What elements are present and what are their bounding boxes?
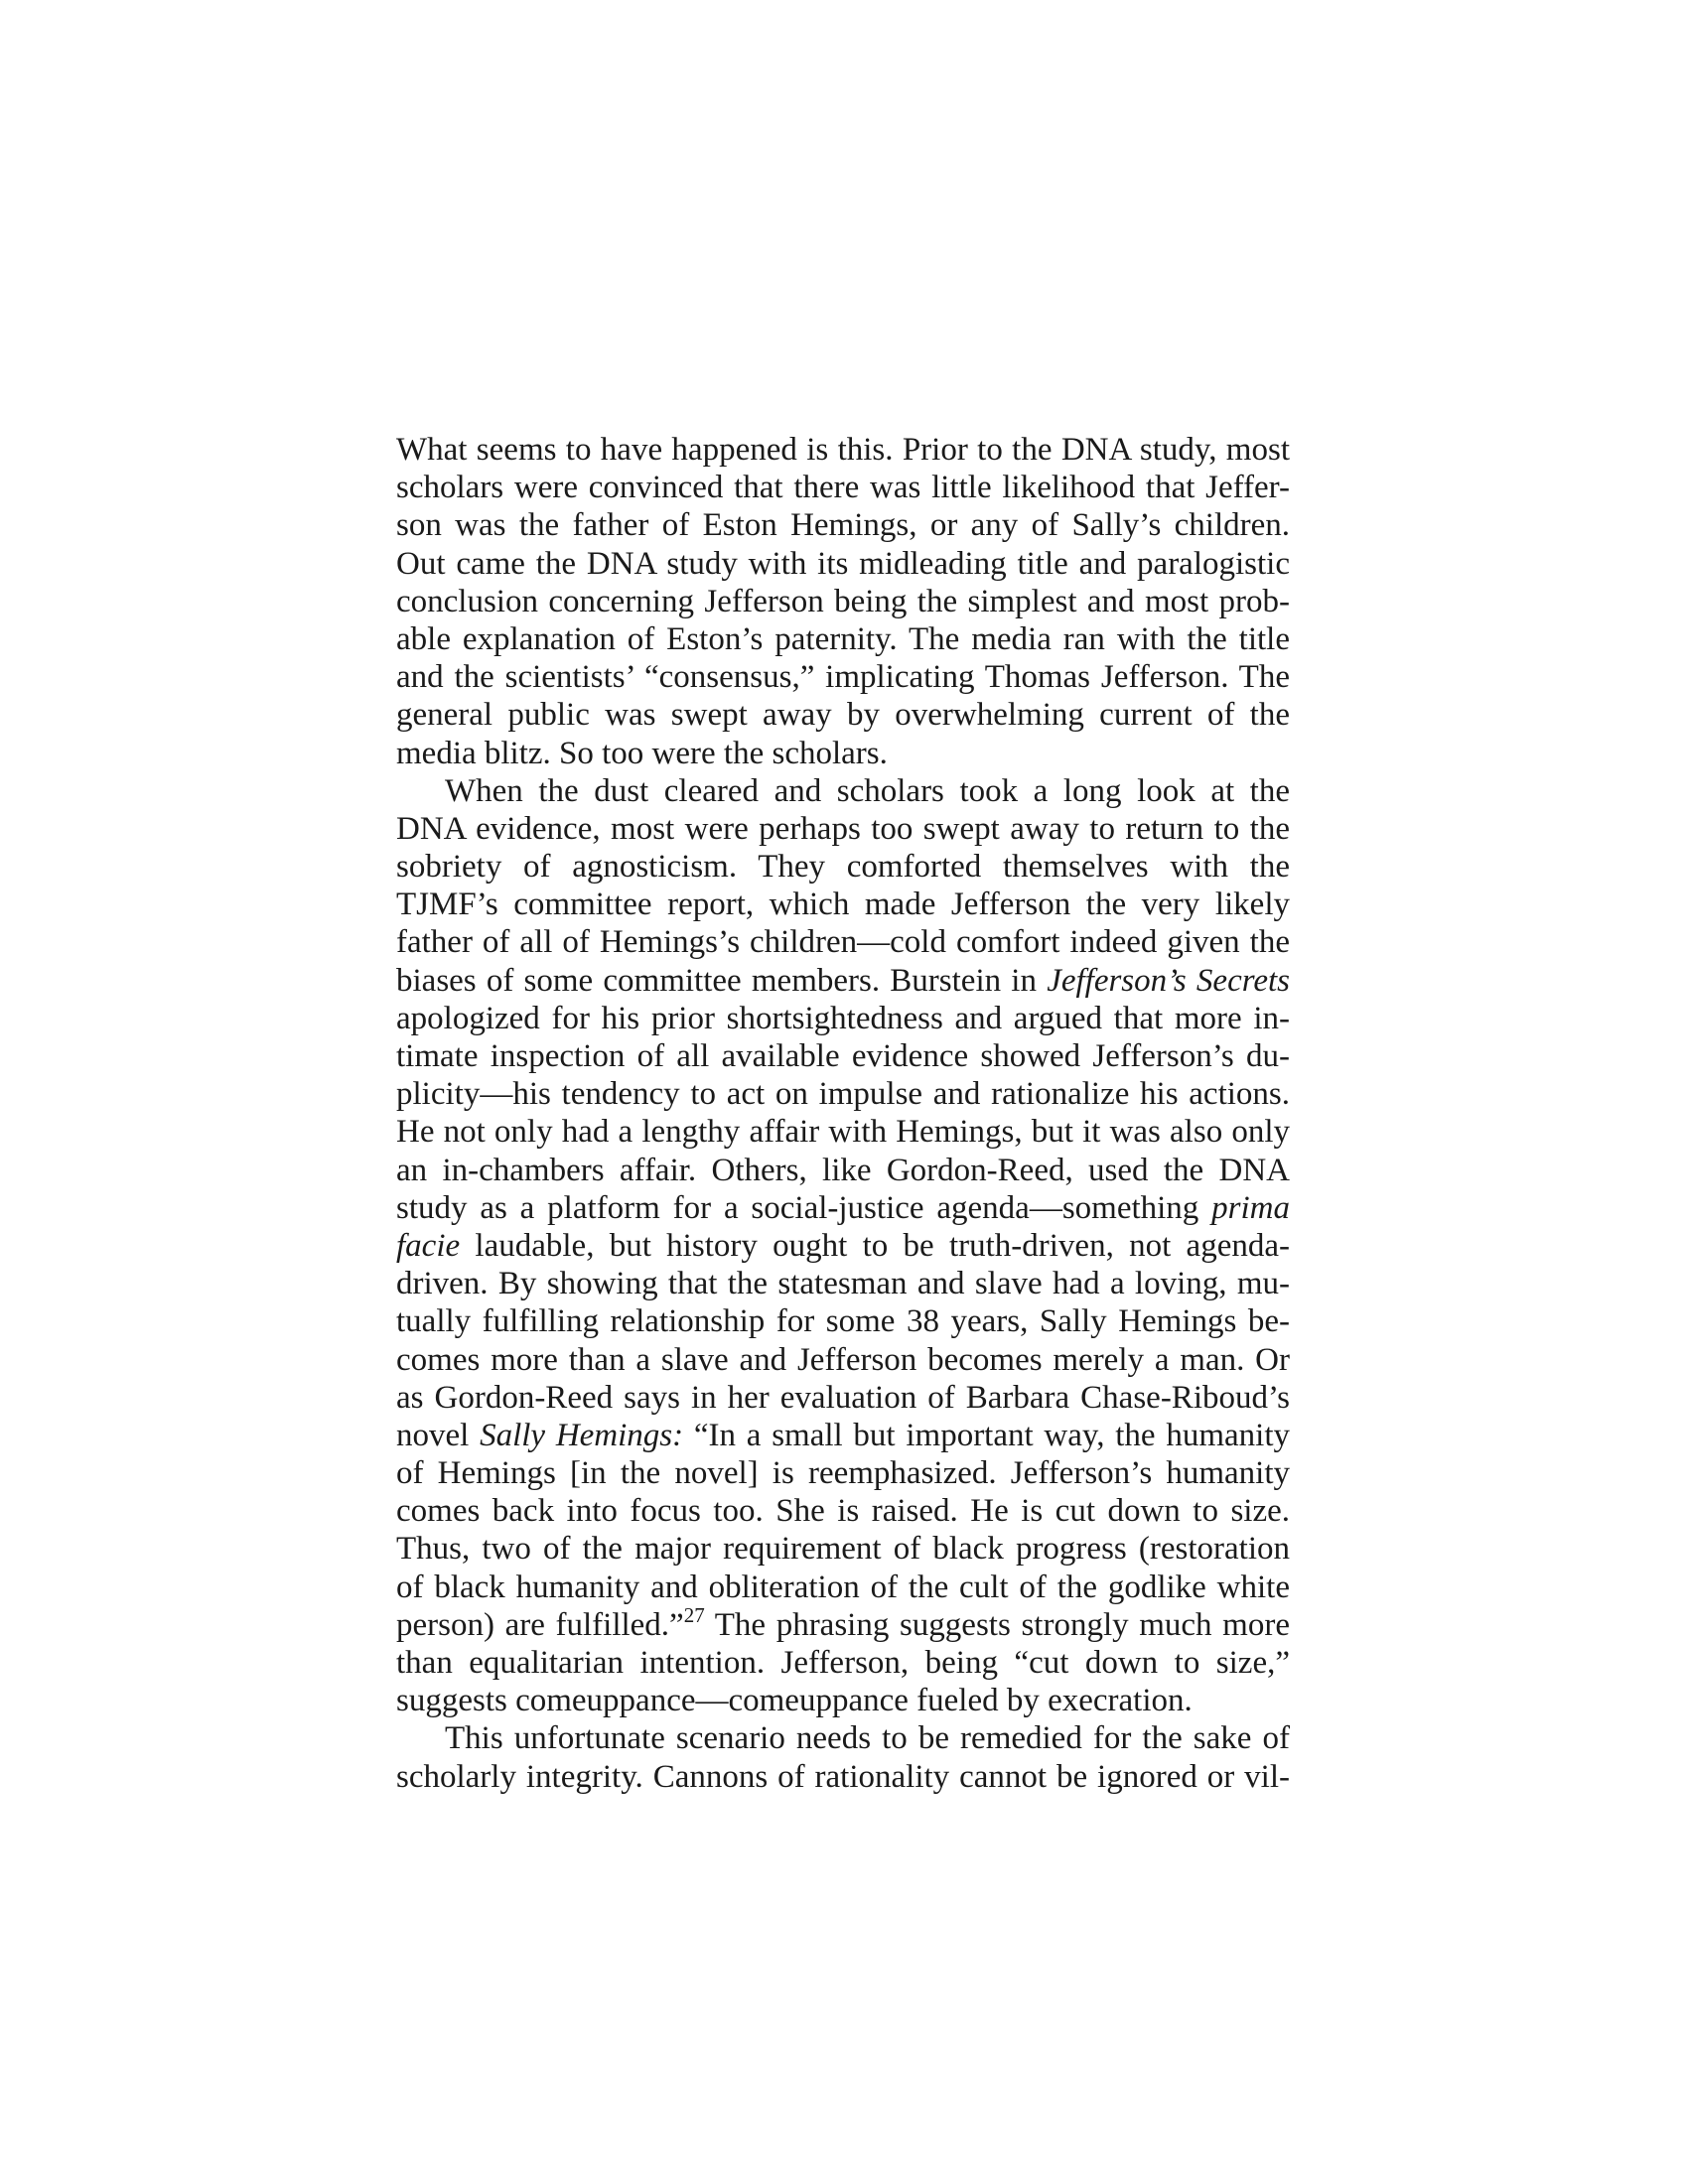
- text-segment: son was the father of Eston Hemings, or any of Sally’s children.: [396, 507, 1290, 544]
- text-segment: father of all of Hemings’s children—cold comfort indeed given the: [396, 924, 1290, 961]
- text-line: [396, 1530, 1290, 1568]
- text-segment: than equalitarian intention. Jefferson, being “cut down to size,”: [396, 1645, 1290, 1681]
- text-line: [396, 583, 1290, 620]
- text-segment: novel: [396, 1417, 481, 1453]
- text-line: [396, 1644, 1290, 1682]
- italic-text: Jefferson’s Secrets: [1047, 962, 1290, 999]
- text-segment: comes more than a slave and Jefferson becomes merely a man. Or: [396, 1341, 1290, 1378]
- text-line: [396, 1113, 1290, 1151]
- italic-text: facie: [396, 1227, 461, 1264]
- text-segment: When the dust cleared and scholars took a long look at the: [445, 772, 1290, 809]
- paragraph: [396, 772, 1290, 1720]
- text-segment: study as a platform for a social-justice agenda—something: [396, 1189, 1212, 1226]
- text-line: [396, 1037, 1290, 1075]
- text-line: [396, 886, 1290, 923]
- text-segment: able explanation of Eston’s paternity. The media ran with the title: [396, 620, 1290, 657]
- footnote-reference: 27: [683, 1602, 705, 1627]
- text-segment: tually fulfilling relationship for some 38 years, Sally Hemings be-: [396, 1303, 1290, 1340]
- text-segment: person) are fulfilled.”: [396, 1606, 684, 1643]
- text-segment: Out came the DNA study with its midleading title and paralogistic: [396, 545, 1290, 582]
- text-segment: What seems to have happened is this. Prior to the DNA study, most: [396, 432, 1290, 468]
- text-line: [396, 1682, 1290, 1719]
- text-segment: timate inspection of all available evidence showed Jefferson’s du-: [396, 1038, 1290, 1074]
- text-segment: media blitz. So too were the scholars.: [396, 735, 888, 771]
- text-line: [396, 735, 1290, 772]
- text-segment: of black humanity and obliteration of the cult of the godlike white: [396, 1569, 1290, 1605]
- text-line: [396, 1454, 1290, 1492]
- text-segment: general public was swept away by overwhelming current of the: [396, 697, 1290, 734]
- text-segment: sobriety of agnosticism. They comforted themselves with the: [396, 849, 1290, 886]
- text-segment: He not only had a lengthy affair with Hemings, but it was also only: [396, 1114, 1290, 1151]
- text-segment: laudable, but history ought to be truth-driven, not agenda-: [460, 1227, 1290, 1264]
- text-line: [396, 431, 1290, 469]
- text-line: [396, 1227, 1290, 1265]
- text-segment: “In a small but important way, the humanity: [683, 1417, 1290, 1453]
- body-text: [396, 431, 1290, 1796]
- text-line: [396, 658, 1290, 696]
- text-segment: This unfortunate scenario needs to be remedied for the sake of: [445, 1720, 1290, 1757]
- text-line: [396, 696, 1290, 734]
- text-line: [396, 1379, 1290, 1417]
- text-segment: suggests comeuppance—comeuppance fueled by execration.: [396, 1683, 1193, 1719]
- text-segment: Thus, two of the major requirement of black progress (restoration: [396, 1531, 1290, 1568]
- text-line: [396, 848, 1290, 886]
- text-segment: plicity—his tendency to act on impulse and rationalize his actions.: [396, 1076, 1290, 1113]
- text-line: [396, 1492, 1290, 1530]
- italic-text: prima: [1211, 1189, 1290, 1226]
- text-line: [396, 923, 1290, 961]
- text-line: [396, 545, 1290, 583]
- text-line: [396, 772, 1290, 810]
- text-line: [396, 506, 1290, 544]
- text-line: [396, 1265, 1290, 1302]
- text-line: [396, 1341, 1290, 1379]
- text-line: [396, 620, 1290, 658]
- text-line: [396, 1075, 1290, 1113]
- text-line: [396, 1719, 1290, 1757]
- text-line: [396, 1152, 1290, 1189]
- text-segment: apologized for his prior shortsightedness and argued that more in-: [396, 1000, 1290, 1036]
- text-segment: TJMF’s committee report, which made Jefferson the very likely: [396, 887, 1290, 923]
- text-line: [396, 810, 1290, 848]
- text-segment: scholars were convinced that there was little likelihood that Jeffer-: [396, 470, 1290, 506]
- text-line: [396, 1417, 1290, 1454]
- text-segment: biases of some committee members. Burstein in: [396, 962, 1048, 999]
- text-line: [396, 1569, 1290, 1606]
- text-segment: as Gordon-Reed says in her evaluation of Barbara Chase-Riboud’s: [396, 1379, 1290, 1416]
- text-segment: DNA evidence, most were perhaps too swept away to return to the: [396, 810, 1290, 847]
- text-line: [396, 1758, 1290, 1796]
- text-segment: of Hemings [in the novel] is reemphasized. Jefferson’s humanity: [396, 1455, 1290, 1492]
- text-line: [396, 1189, 1290, 1227]
- paragraph: [396, 431, 1290, 772]
- text-segment: driven. By showing that the statesman and slave had a loving, mu-: [396, 1266, 1290, 1302]
- text-segment: an in-chambers affair. Others, like Gordon-Reed, used the DNA: [396, 1152, 1290, 1188]
- text-line: [396, 469, 1290, 506]
- text-segment: scholarly integrity. Cannons of rationality cannot be ignored or vil-: [396, 1758, 1290, 1795]
- text-line: [396, 962, 1290, 1000]
- paragraph: [396, 1719, 1290, 1795]
- text-segment: comes back into focus too. She is raised. He is cut down to size.: [396, 1493, 1290, 1530]
- text-line: [396, 1302, 1290, 1340]
- text-line: [396, 1602, 1290, 1644]
- text-segment: and the scientists’ “consensus,” implicating Thomas Jefferson. The: [396, 659, 1290, 696]
- text-segment: conclusion concerning Jefferson being the simplest and most prob-: [396, 583, 1290, 619]
- text-line: [396, 1000, 1290, 1037]
- italic-text: Sally Hemings:: [480, 1417, 684, 1453]
- text-segment: The phrasing suggests strongly much more: [704, 1606, 1290, 1643]
